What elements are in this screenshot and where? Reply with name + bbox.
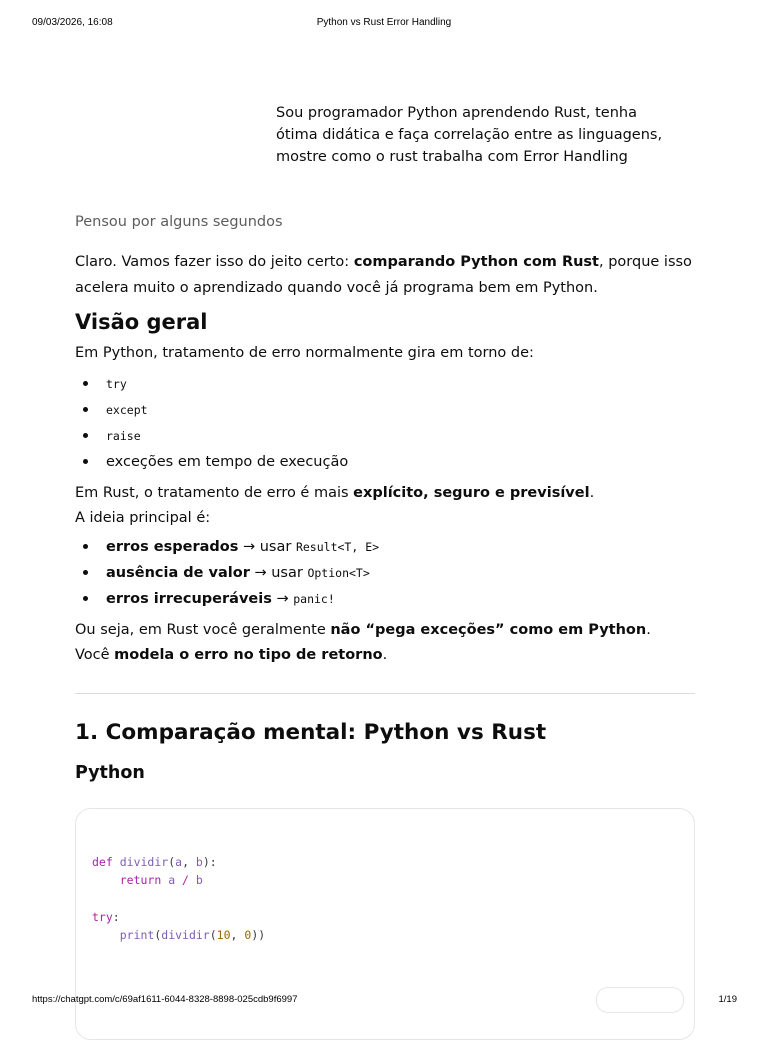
heading-section-1: 1. Comparação mental: Python vs Rust: [75, 719, 547, 745]
rust-list: [75, 534, 695, 612]
print-url: https://chatgpt.com/c/69af1611-6044-8328-8898-025cdb9f6997: [32, 994, 298, 1005]
user-message: Sou programador Python aprendendo Rust, tenha ótima didática e faça correlação entre as linguagens, mostre como o rust trabalha com Error Handling: [276, 105, 663, 165]
code-option: Option<T>: [307, 565, 370, 580]
code-token: a: [175, 855, 183, 869]
code-token: :: [112, 909, 120, 924]
heading-overview: Visão geral: [75, 310, 208, 334]
print-title: Python vs Rust Error Handling: [316, 17, 452, 28]
code-token: [92, 873, 120, 887]
code-token: return: [119, 873, 162, 888]
item-bold: erros esperados: [106, 538, 239, 555]
intro-bold: comparando Python com Rust: [353, 254, 599, 270]
print-page-number: 1/19: [718, 994, 737, 1005]
list-item: [75, 449, 695, 475]
code-panic: panic!: [293, 591, 335, 606]
code-token: 0: [244, 927, 252, 942]
main-idea: A ideia principal é:: [75, 510, 211, 526]
item-bold: erros irrecuperáveis: [106, 590, 272, 607]
code-token: [113, 855, 120, 869]
code-token: ):: [202, 855, 217, 869]
rust-intro-text: Em Rust, o tratamento de erro é mais: [75, 484, 354, 501]
divider: [75, 693, 695, 694]
summary-bold: modela o erro no tipo de retorno: [114, 647, 383, 663]
code-token: [92, 928, 120, 942]
summary-text: Você: [75, 647, 115, 663]
copy-code-button[interactable]: [596, 987, 684, 1013]
code-token: (: [168, 855, 176, 869]
code-token: (: [154, 927, 162, 942]
summary-text: Ou seja, em Rust você geralmente: [75, 621, 331, 638]
summary-bold: não “pega exceções” como em Python: [330, 621, 647, 638]
code-token: /: [175, 873, 196, 888]
list-item: [75, 586, 695, 612]
code-token: print: [119, 927, 155, 942]
code-raise: raise: [106, 428, 141, 443]
list-item: [75, 560, 695, 586]
list-item: [75, 534, 695, 560]
item-text: → usar: [249, 564, 308, 581]
code-token: def: [92, 855, 113, 869]
code-try: try: [106, 376, 127, 391]
intro-text-end: , porque isso acelera muito o aprendizado quando você já programa bem em Python.: [75, 254, 692, 296]
code-token: ,: [182, 855, 196, 869]
code-token: 10: [216, 927, 231, 942]
thought-duration[interactable]: Pensou por alguns segundos: [75, 214, 283, 230]
item-text: → usar: [238, 538, 296, 555]
list-item: [75, 423, 695, 449]
intro-paragraph: [75, 250, 695, 301]
code-token: b: [195, 873, 203, 888]
item-bold: ausência de valor: [106, 564, 250, 581]
rust-intro-bold: explícito, seguro e previsível: [353, 484, 590, 501]
code-token: )): [251, 927, 266, 942]
code-token: dividir: [161, 927, 210, 942]
code-block-python: [75, 808, 695, 1040]
rust-intro-end: .: [589, 484, 595, 501]
assistant-response: [75, 250, 695, 783]
list-item: [75, 371, 695, 397]
code-token: (: [209, 927, 217, 942]
code-token: try: [92, 909, 113, 924]
code-token: b: [195, 855, 203, 869]
python-list: [75, 371, 695, 475]
list-item-text: exceções em tempo de execução: [106, 453, 349, 470]
print-date: 09/03/2026, 16:08: [32, 17, 113, 28]
code-content[interactable]: [92, 853, 265, 944]
summary-line-2: [75, 643, 695, 669]
code-token: ,: [230, 927, 245, 942]
code-except: except: [106, 402, 148, 417]
summary-end: .: [382, 647, 388, 663]
summary-end: .: [646, 621, 651, 638]
code-result: Result<T, E>: [295, 539, 380, 554]
intro-text: Claro. Vamos fazer isso do jeito certo:: [75, 254, 354, 270]
subheading-python: Python: [75, 762, 145, 783]
list-item: [75, 397, 695, 423]
code-token: dividir: [119, 855, 169, 869]
code-token: a: [168, 873, 176, 888]
python-intro: Em Python, tratamento de erro normalmente gira em torno de:: [75, 345, 534, 361]
rust-intro: [75, 481, 695, 507]
item-text: →: [271, 590, 294, 607]
summary-line-1: [75, 618, 695, 644]
